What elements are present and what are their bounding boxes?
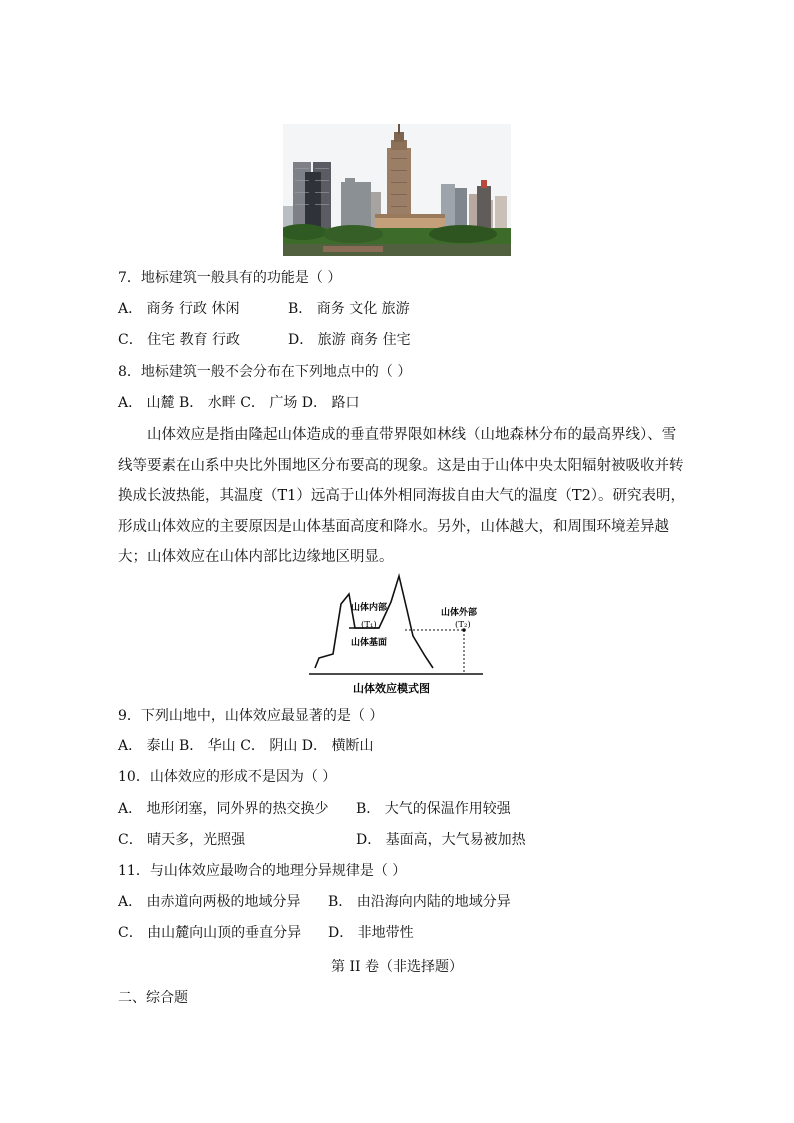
outer-temp-label: (T₂) (455, 620, 471, 630)
question-8-options: A． 山麓 B． 水畔 C． 广场 D． 路口 (118, 395, 360, 411)
question-7-option-a: A． 商务 行政 休闲 (118, 301, 240, 317)
mountain-effect-diagram (305, 570, 487, 698)
question-10-option-c: C． 晴天多，光照强 (118, 832, 246, 848)
diagram-caption: 山体效应模式图 (353, 682, 430, 695)
question-7-option-c: C． 住宅 教育 行政 (118, 332, 241, 348)
inner-temp-label: (T₁) (361, 620, 377, 630)
question-7-option-d: D． 旅游 商务 住宅 (288, 332, 411, 348)
base-label: 山体基面 (351, 638, 388, 648)
part-title: 二、综合题 (118, 990, 188, 1006)
outer-label: 山体外部 (441, 608, 478, 618)
question-10-option-a: A． 地形闭塞，同外界的热交换少 (118, 801, 329, 817)
question-7-option-b: B． 商务 文化 旅游 (288, 301, 410, 317)
question-10-option-b: B． 大气的保温作用较强 (356, 801, 511, 817)
passage-mountain-effect: 山体效应是指由隆起山体造成的垂直带界限如林线（山地森林分布的最高界线）、雪线等要素在山系中央比外围地区分布要高的现象。这是由于山体中央太阳辐射被吸收并转换成长波热能，其温度（T1）远高于山体外相同海拔自由大气的温度（T2）。研究表明，形成山体效应的主要原因是山体基面高度和降水。另外，山体越大，和周围环境差异越大；山体效应在山体内部比边缘地区明显。 (118, 427, 686, 565)
section-title: 第 II 卷（非选择题） (331, 959, 463, 975)
question-11-option-a: A． 由赤道向两极的地域分异 (118, 894, 301, 910)
question-10-option-d: D． 基面高，大气易被加热 (356, 832, 526, 848)
question-9-stem: 9．下列山地中，山体效应最显著的是（ ） (118, 708, 384, 724)
question-11-option-d: D． 非地带性 (328, 925, 414, 941)
inner-label: 山体内部 (351, 603, 388, 613)
question-10-stem: 10．山体效应的形成不是因为（ ） (118, 769, 337, 785)
question-11-stem: 11．与山体效应最吻合的地理分异规律是（ ） (118, 863, 407, 879)
city-skyline-photo (283, 124, 511, 256)
question-9-options: A． 泰山 B． 华山 C． 阴山 D． 横断山 (118, 738, 374, 754)
skyline-illustration (283, 124, 511, 256)
mountain-effect-figure (305, 570, 487, 698)
question-8-stem: 8．地标建筑一般不会分布在下列地点中的（ ） (118, 364, 412, 380)
question-11-option-c: C． 由山麓向山顶的垂直分异 (118, 925, 302, 941)
question-11-option-b: B． 由沿海向内陆的地域分异 (328, 894, 511, 910)
question-7-stem: 7．地标建筑一般具有的功能是（ ） (118, 270, 342, 286)
